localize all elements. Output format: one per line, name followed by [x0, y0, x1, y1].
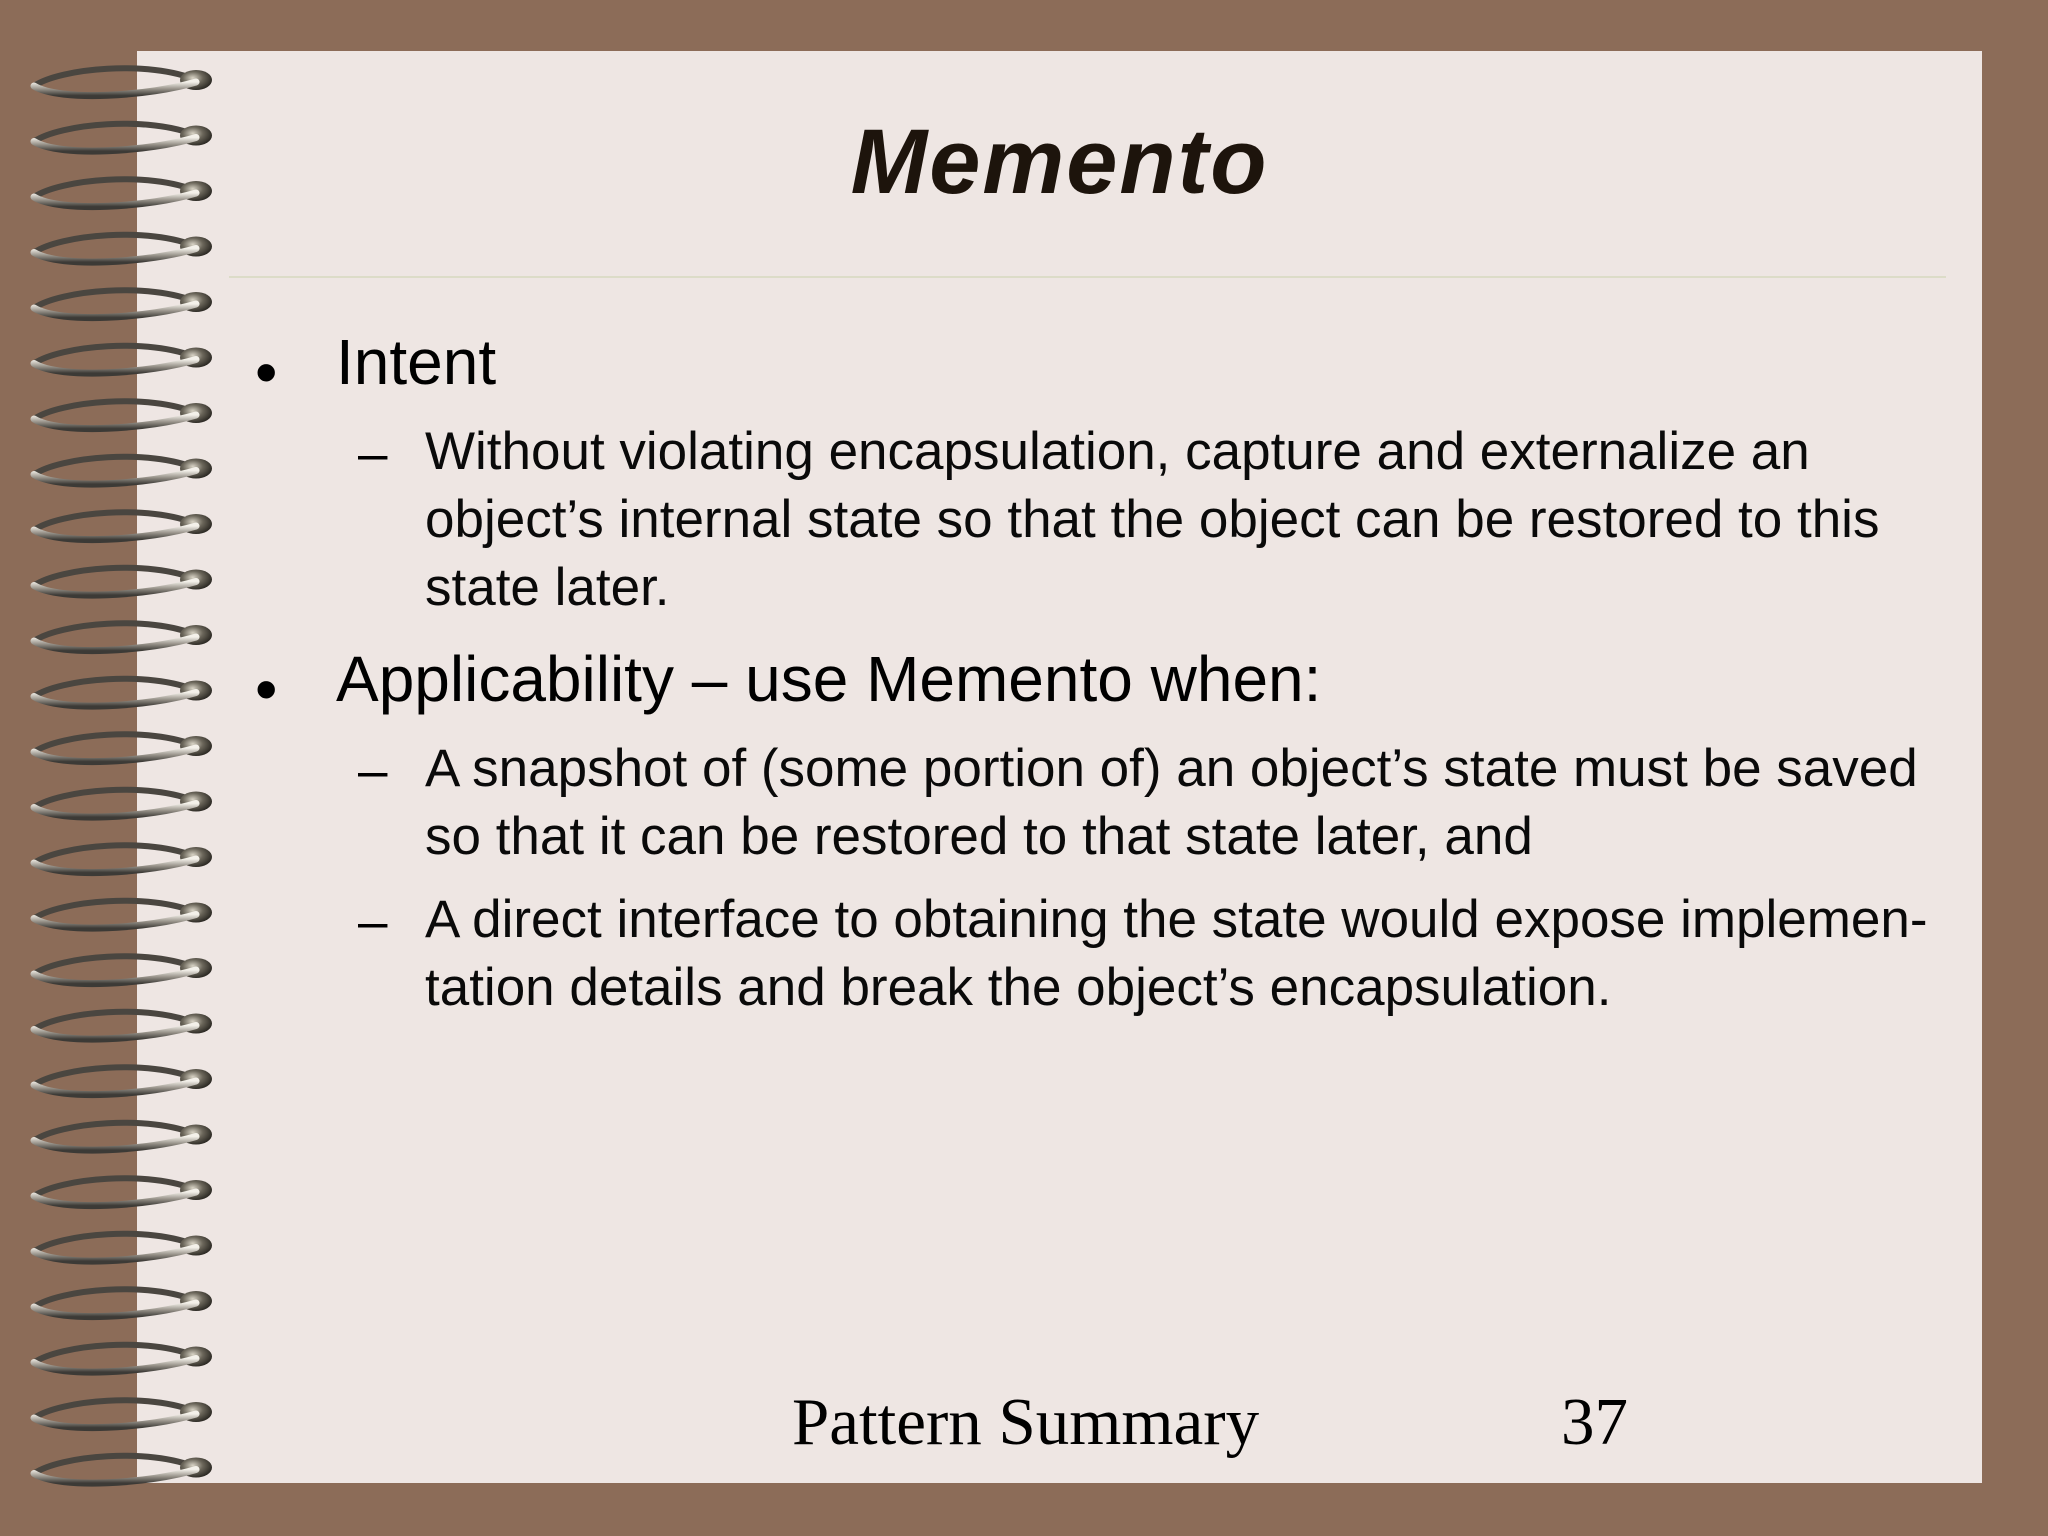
spiral-ring [34, 1178, 212, 1205]
spiral-ring [34, 845, 212, 872]
footer-label: Pattern Summary [792, 1385, 1260, 1459]
page-number: 37 [1561, 1385, 1628, 1459]
spiral-ring [34, 1012, 212, 1039]
dash-marker: – [358, 892, 388, 951]
sub-bullet-snapshot: A snapshot of (some portion of) an object’s state must be saved so that it can be restored to that state later, and [425, 739, 1918, 866]
spiral-ring [34, 1067, 212, 1094]
spiral-ring [34, 623, 212, 650]
dash-marker: – [358, 741, 388, 800]
spiral-ring [34, 68, 212, 95]
spiral-ring [34, 568, 212, 595]
spiral-ring [34, 235, 212, 262]
dash-marker: – [358, 424, 388, 483]
bullet-intent: Intent [336, 326, 497, 398]
bullet-applicability: Applicability – use Memento when: [336, 643, 1322, 715]
spiral-ring [34, 901, 212, 928]
spiral-ring [34, 346, 212, 373]
spiral-ring [34, 1123, 212, 1150]
spiral-ring [34, 734, 212, 761]
sub-bullet-intent-description: Without violating encapsulation, capture and externalize an object’s internal state so that the object can be restored to this state later. [425, 422, 1880, 617]
spiral-ring [34, 956, 212, 983]
title-divider [229, 276, 1946, 278]
spiral-ring [34, 1345, 212, 1372]
spiral-ring [34, 401, 212, 428]
spiral-binding [0, 0, 240, 1536]
spiral-ring [34, 790, 212, 817]
bullet-marker: • [255, 653, 278, 725]
spiral-ring [34, 1456, 212, 1483]
slide-title: Memento [850, 111, 1269, 213]
spiral-ring [34, 1400, 212, 1427]
spiral-ring [34, 457, 212, 484]
bullet-marker: • [255, 336, 278, 408]
sub-bullet-direct-interface: A direct interface to obtaining the state would expose implemen-tation details and break the object’s encapsulation. [425, 890, 1928, 1017]
spiral-ring [34, 290, 212, 317]
spiral-ring [34, 1289, 212, 1316]
spiral-ring [34, 679, 212, 706]
spiral-ring [34, 512, 212, 539]
spiral-ring [34, 1234, 212, 1261]
